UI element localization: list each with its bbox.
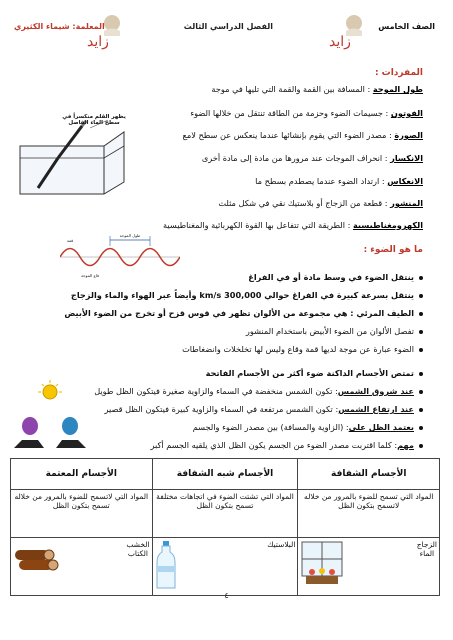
header-opaque: الأجسام المعتمة xyxy=(11,459,153,490)
header-transparent: الأجسام الشفافة xyxy=(298,459,440,490)
def-transparent: المواد التي تسمح للضوء بالمرور من خلاله لاتسمح بتكون الظل xyxy=(298,490,440,538)
svg-text:طول الموجة: طول الموجة xyxy=(119,233,141,238)
header-translucent: الأجسام شبه الشفافة xyxy=(152,459,298,490)
light-line-5: الضوء عبارة عن موجة لديها قمة وقاع وليس لها تخلخلات وانضغاطات xyxy=(28,344,423,355)
absorb-line-3: يعتمد الظل على: (الزاوية والمسافة) بين مصدر الضوء والجسم xyxy=(93,422,423,433)
teacher-label: المعلمة: شيماء الكثيري xyxy=(14,22,105,31)
light-line-3: الطيف المرئي : هي مجموعة من الألوان تظهر في قوس قزح أو تخرج من الضوء الأبيض xyxy=(28,308,423,319)
vocab-item-6: المنشور : قطعة من الزجاج أو بلاستيك نقي في شكل مثلث xyxy=(218,198,423,208)
table-row xyxy=(11,538,440,596)
vocab-item-1: طول الموجة : المسافة بين القمة والقمة التي تليها في موجة xyxy=(211,84,423,94)
example-water: الماء xyxy=(419,549,435,558)
page-header xyxy=(0,10,453,50)
examples-transparent xyxy=(298,538,440,596)
table-header-row xyxy=(11,459,440,490)
shadow-illustration xyxy=(14,378,86,450)
svg-text:زايد: زايد xyxy=(329,34,351,50)
examples-translucent xyxy=(152,538,298,596)
light-line-1: ينتقل الضوء في وسط مادة أو في الفراغ xyxy=(28,272,423,283)
light-line-2: ينتقل بسرعة كبيرة في الفراغ حوالي 300,000 km/s وأيضاً عبر الهواء والماء والزجاج xyxy=(28,290,423,301)
vocab-title: المفردات : xyxy=(374,68,423,78)
pencil-refraction-illustration xyxy=(12,114,132,196)
materials-table xyxy=(10,458,440,596)
term-label: الفصل الدراسي الثالث xyxy=(183,22,273,31)
vocab-item-7: الكهرومغناطيسية : الطريقة التي تتفاعل بها القوة الكهربائية والمغناطيسية xyxy=(163,220,423,230)
example-wood: الخشب xyxy=(126,540,150,549)
window-flowers-icon xyxy=(300,540,344,586)
example-book: الكتاب xyxy=(127,549,148,558)
example-glass: الزجاج xyxy=(416,540,437,549)
plastic-bottle-icon xyxy=(155,540,177,590)
light-line-4: تفصل الألوان من الضوء الأبيض باستخدام المنشور xyxy=(28,326,423,337)
absorb-line-1: عند شروق الشمس: تكون الشمس منخفضة في السماء والزاوية صغيرة فيتكون الظل طويل xyxy=(93,386,423,397)
light-title: ما هو الضوء : xyxy=(363,245,423,255)
svg-text:زايد: زايد xyxy=(87,34,109,50)
grade-label: الصف الخامس xyxy=(378,22,435,31)
absorb-line-4: مهم: كلما اقتربت مصدر الضوء من الجسم يكون الظل الذي يلقيه الجسم أكبر xyxy=(93,440,423,451)
pencil-caption: يظهر القلم منكسراً في سطح الماء الفاصل xyxy=(62,114,126,126)
vocab-item-2: الفوتون : جسيمات الضوء وحزمة من الطاقة تنتقل من خلالها الضوء xyxy=(190,108,423,118)
absorb-line-2: عند ارتفاع الشمس: تكون الشمس مرتفعة في السماء والزاوية كبيرة فيتكون الظل قصير xyxy=(93,404,423,415)
vocab-item-5: الانعكاس : ارتداد الضوء عندما يصطدم بسطح ما xyxy=(255,176,423,186)
examples-opaque xyxy=(11,538,153,596)
def-translucent: المواد التي تشتت الضوء في اتجاهات مختلفة تسمح بتكون الظل xyxy=(152,490,298,538)
zayed-logo xyxy=(322,12,368,50)
vocab-item-4: الانكسار : انحراف الموجات عند مرورها من مادة إلى مادة أخرى xyxy=(201,153,423,163)
wood-logs-icon xyxy=(13,540,59,576)
vocab-item-3: الصورة : مصدر الضوء التي يقوم بإنشائها عندما ينعكس عن سطح لامع xyxy=(182,130,423,140)
svg-text:قاع الموجة: قاع الموجة xyxy=(80,273,100,278)
zayed-logo-2 xyxy=(80,12,126,50)
def-opaque: المواد التي لاتسمح للضوء بالمرور من خلاله تسمح بتكون الظل xyxy=(11,490,153,538)
absorb-title: تمتص الأجسام الداكنة ضوء أكثر من الأجسام الفاتحة xyxy=(28,368,423,379)
page-number: ٤ xyxy=(224,591,229,600)
table-row xyxy=(11,490,440,538)
svg-text:قمة: قمة xyxy=(66,238,74,243)
example-plastic: البلاستيك xyxy=(267,540,296,549)
